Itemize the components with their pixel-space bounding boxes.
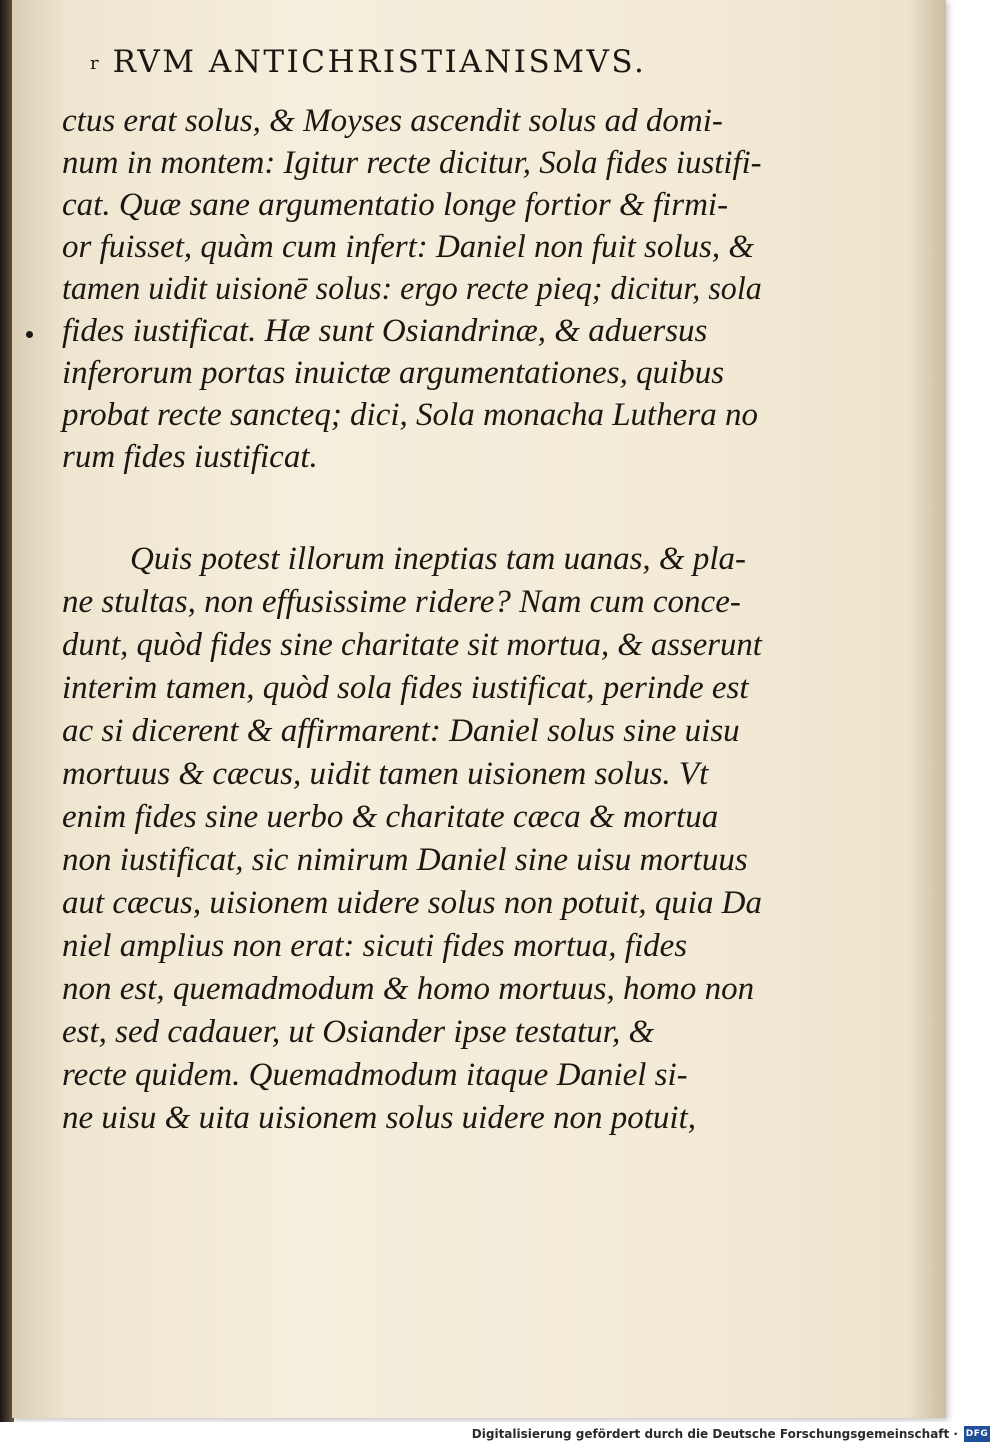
text-line: or fuisset, quàm cum infert: Daniel non fuit solus, & [62, 229, 755, 265]
text-line: mortuus & cæcus, uidit tamen uisionem solus. Vt [62, 756, 709, 792]
text-line: ac si dicerent & affirmarent: Daniel solus sine uisu [62, 713, 740, 749]
text-line: tamen uidit uisionē solus: ergo recte pieq; dicitur, sola [62, 271, 762, 307]
text-line: non est, quemadmodum & homo mortuus, homo non [62, 971, 755, 1007]
text-line: ne uisu & uita uisionem solus uidere non potuit, [62, 1100, 697, 1136]
text-line: probat recte sancteq; dici, Sola monacha Luthera no [62, 397, 758, 433]
text-line: num in montem: Igitur recte dicitur, Sola fides iustifi- [62, 145, 762, 181]
text-line: cat. Quæ sane argumentatio longe fortior & firmi- [62, 187, 729, 223]
page-shading [906, 0, 946, 1418]
text-line: recte quidem. Quemadmodum itaque Daniel si- [62, 1057, 688, 1093]
text-line: Quis potest illorum ineptias tam uanas, & pla- [130, 541, 747, 577]
book-page [12, 0, 946, 1418]
margin-mark [26, 331, 33, 338]
text-line: non iustificat, sic nimirum Daniel sine uisu mortuus [62, 842, 748, 878]
dfg-logo-icon: DFG [964, 1426, 990, 1442]
text-line: dunt, quòd fides sine charitate sit mortua, & asserunt [62, 627, 762, 663]
text-line: aut cæcus, uisionem uidere solus non potuit, quia Da [62, 885, 762, 921]
funding-note: Digitalisierung gefördert durch die Deutsche Forschungsgemeinschaft · [471, 1427, 958, 1441]
text-line: inferorum portas inuictæ argumentationes, quibus [62, 355, 725, 391]
text-line: est, sed cadauer, ut Osiander ipse testatur, & [62, 1014, 655, 1050]
paragraph-2 [62, 538, 762, 1140]
text-line: rum fides iustificat. [62, 439, 318, 475]
running-head-title: RVM ANTICHRISTIANISMVS. [112, 44, 647, 80]
text-line: ne stultas, non effusissime ridere? Nam cum conce- [62, 584, 741, 620]
running-head-mark: r [90, 53, 99, 74]
paragraph-1 [62, 100, 762, 478]
text-line: niel amplius non erat: sicuti fides mortua, fides [62, 928, 688, 964]
text-line: fides iustificat. Hæ sunt Osiandrinæ, & aduersus [62, 313, 708, 349]
text-line: ctus erat solus, & Moyses ascendit solus ad domi- [62, 103, 723, 139]
text-line: interim tamen, quòd sola fides iustificat, perinde est [62, 670, 749, 706]
funding-note-text: Digitalisierung gefördert durch die Deutsche Forschungsgemeinschaft [471, 1427, 950, 1441]
text-line: enim fides sine uerbo & charitate cæca & mortua [62, 799, 719, 835]
running-head [90, 44, 750, 80]
